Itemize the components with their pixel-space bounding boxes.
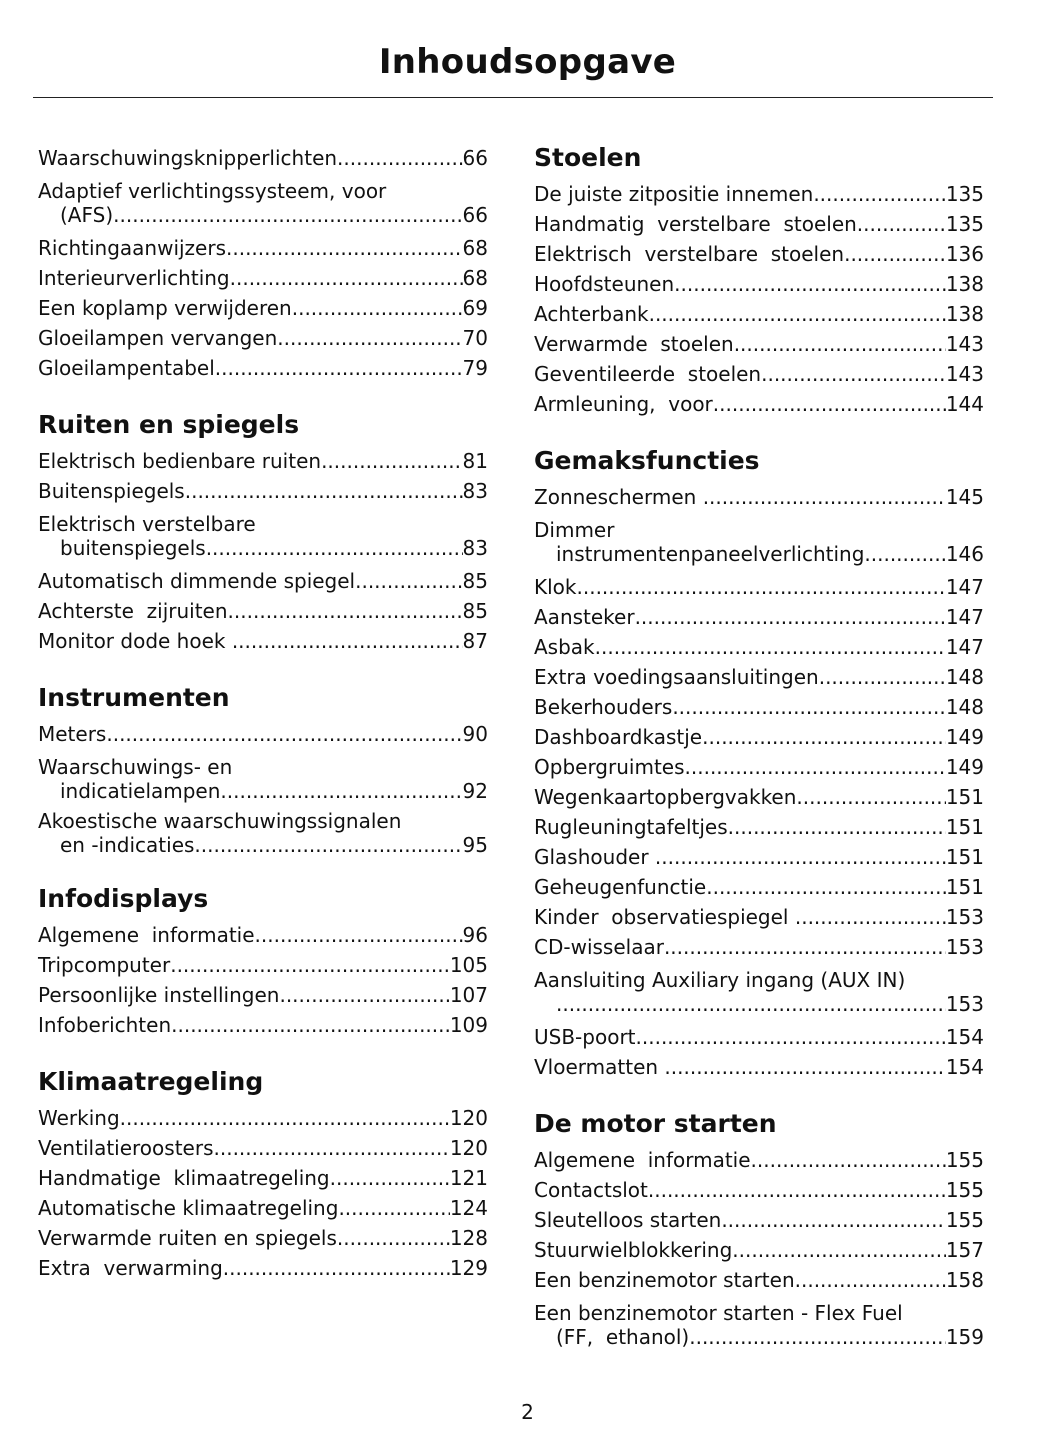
toc-entry-label: Buitenspiegels <box>38 479 185 503</box>
dot-leader <box>292 293 463 323</box>
toc-entry-page: 153 <box>945 935 984 959</box>
toc-entry-page: 70 <box>462 326 488 350</box>
dot-leader <box>577 572 946 602</box>
toc-entry-page: 149 <box>945 755 984 779</box>
toc-entry[interactable] <box>38 476 488 506</box>
toc-entry-page: 66 <box>462 203 488 227</box>
toc-entry[interactable] <box>534 239 984 269</box>
toc-entry-label: Monitor dode hoek <box>38 629 232 653</box>
dot-leader <box>194 833 462 857</box>
toc-entry[interactable] <box>534 632 984 662</box>
dot-leader <box>185 476 463 506</box>
toc-entry[interactable] <box>534 602 984 632</box>
dot-leader <box>721 1205 946 1235</box>
toc-entry-label: Ventilatieroosters <box>38 1136 214 1160</box>
toc-entry-page: 135 <box>945 212 984 236</box>
toc-entry-label: Dimmer <box>534 518 615 542</box>
toc-entry[interactable] <box>534 902 984 932</box>
dot-leader <box>636 1022 946 1052</box>
toc-entry-label: Asbak <box>534 635 595 659</box>
dot-leader <box>728 812 946 842</box>
dot-leader <box>703 482 946 512</box>
toc-entry-label: Een koplamp verwijderen <box>38 296 292 320</box>
toc-entry-page: 87 <box>462 629 488 653</box>
section-heading: Infodisplays <box>38 884 209 913</box>
toc-entry-page: 120 <box>449 1136 488 1160</box>
toc-entry-page: 143 <box>945 332 984 356</box>
toc-entry-label: Rugleuningtafeltjes <box>534 815 728 839</box>
toc-entry-page: 92 <box>462 779 488 803</box>
section-heading: Ruiten en spiegels <box>38 410 300 439</box>
toc-entry-label-continued: en -indicaties <box>60 833 195 857</box>
dot-leader <box>702 722 946 752</box>
toc-entry-page: 151 <box>945 815 984 839</box>
toc-entry[interactable] <box>38 566 488 596</box>
toc-entry[interactable] <box>534 359 984 389</box>
toc-entry[interactable] <box>38 1223 488 1253</box>
toc-entry-page: 68 <box>462 266 488 290</box>
dot-leader <box>355 566 462 596</box>
toc-entry-label: Interieurverlichting <box>38 266 230 290</box>
toc-entry[interactable] <box>38 512 488 560</box>
toc-entry-label: Automatisch dimmende spiegel <box>38 569 356 593</box>
toc-entry-page: 147 <box>945 605 984 629</box>
toc-entry-page: 138 <box>945 272 984 296</box>
dot-leader <box>206 536 463 560</box>
toc-right-column <box>534 143 984 1355</box>
toc-entry-page: 146 <box>945 542 984 566</box>
toc-entry-page: 68 <box>462 236 488 260</box>
toc-entry-label: CD-wisselaar <box>534 935 664 959</box>
dot-leader <box>713 389 946 419</box>
toc-entry-label: Klok <box>534 575 577 599</box>
dot-leader <box>844 239 946 269</box>
toc-entry-label: Zonneschermen <box>534 485 703 509</box>
toc-entry-label: De juiste zitpositie innemen <box>534 182 814 206</box>
toc-entry[interactable] <box>38 980 488 1010</box>
toc-entry-label-continued: buitenspiegels <box>60 536 206 560</box>
toc-entry-page: 135 <box>945 182 984 206</box>
toc-entry-page: 148 <box>945 665 984 689</box>
toc-entry[interactable] <box>534 968 984 1016</box>
dot-leader <box>732 1235 946 1265</box>
toc-entry[interactable] <box>534 842 984 872</box>
toc-entry-label: Algemene informatie <box>534 1148 751 1172</box>
toc-section-intro <box>38 143 488 383</box>
dot-leader <box>277 323 462 353</box>
toc-entry[interactable] <box>534 269 984 299</box>
dot-leader <box>279 980 449 1010</box>
title-divider <box>33 97 993 98</box>
dot-leader <box>649 299 946 329</box>
toc-entry-page: 151 <box>945 785 984 809</box>
dot-leader <box>214 1133 450 1163</box>
toc-entry[interactable] <box>38 755 488 803</box>
toc-entry-page: 79 <box>462 356 488 380</box>
toc-entry-label: Een benzinemotor starten <box>534 1268 795 1292</box>
toc-entry-label-continued: instrumentenpaneelverlichting <box>556 542 865 566</box>
section-heading: Klimaatregeling <box>38 1067 264 1096</box>
toc-entry[interactable] <box>38 1103 488 1133</box>
toc-left-column <box>38 143 488 1283</box>
toc-entry[interactable] <box>534 299 984 329</box>
toc-entry[interactable] <box>38 233 488 263</box>
toc-entry-page: 144 <box>945 392 984 416</box>
toc-entry-label: Tripcomputer <box>38 953 171 977</box>
toc-entry-label: Waarschuwingsknipperlichten <box>38 146 338 170</box>
toc-entry-page: 90 <box>462 722 488 746</box>
toc-entry-page: 81 <box>462 449 488 473</box>
toc-entry-page: 158 <box>945 1268 984 1292</box>
toc-entry-label: Kinder observatiespiegel <box>534 905 795 929</box>
toc-entry[interactable] <box>38 1253 488 1283</box>
toc-entry-page: 151 <box>945 845 984 869</box>
toc-entry-label: Extra verwarming <box>38 1256 223 1280</box>
toc-entry-label: Geheugenfunctie <box>534 875 707 899</box>
toc-entry-page: 147 <box>945 575 984 599</box>
dot-leader <box>664 932 946 962</box>
dot-leader <box>795 1265 946 1295</box>
toc-entry-page: 138 <box>945 302 984 326</box>
dot-leader <box>864 542 945 566</box>
dot-leader <box>226 233 463 263</box>
toc-entry-page: 66 <box>462 146 488 170</box>
toc-entry-page: 154 <box>945 1055 984 1079</box>
toc-entry-label: Infoberichten <box>38 1013 172 1037</box>
toc-entry-page: 153 <box>945 992 984 1016</box>
toc-entry-page: 154 <box>945 1025 984 1049</box>
toc-entry[interactable] <box>534 329 984 359</box>
toc-entry-page: 128 <box>449 1226 488 1250</box>
toc-entry[interactable] <box>534 932 984 962</box>
toc-entry-page: 121 <box>449 1166 488 1190</box>
toc-entry-label: Aansteker <box>534 605 635 629</box>
toc-entry-label: Gloeilampentabel <box>38 356 215 380</box>
page-title: Inhoudsopgave <box>378 42 677 82</box>
toc-entry[interactable] <box>534 389 984 419</box>
toc-entry[interactable] <box>534 482 984 512</box>
toc-entry-label: Aansluiting Auxiliary ingang (AUX IN) <box>534 968 906 992</box>
toc-entry[interactable] <box>38 596 488 626</box>
toc-entry[interactable] <box>534 812 984 842</box>
dot-leader <box>857 209 946 239</box>
dot-leader <box>338 1193 449 1223</box>
section-heading: De motor starten <box>534 1109 777 1138</box>
toc-entry[interactable] <box>534 209 984 239</box>
toc-entry[interactable] <box>534 782 984 812</box>
toc-entry[interactable] <box>38 293 488 323</box>
toc-entry-label: Dashboardkastje <box>534 725 703 749</box>
toc-entry[interactable] <box>534 872 984 902</box>
toc-entry[interactable] <box>534 179 984 209</box>
toc-entry[interactable] <box>534 1022 984 1052</box>
toc-entry[interactable] <box>38 179 488 227</box>
toc-entry[interactable] <box>534 1205 984 1235</box>
toc-entry-label-continued: indicatielampen <box>60 779 221 803</box>
toc-entry-page: 155 <box>945 1208 984 1232</box>
toc-entry[interactable] <box>534 1145 984 1175</box>
toc-entry-page: 149 <box>945 725 984 749</box>
toc-entry-page: 147 <box>945 635 984 659</box>
toc-entry[interactable] <box>534 752 984 782</box>
toc-entry-label: Bekerhouders <box>534 695 673 719</box>
toc-section-klimaatregeling <box>38 1067 488 1283</box>
dot-leader <box>796 782 945 812</box>
toc-entry-page: 85 <box>462 569 488 593</box>
toc-entry-page: 136 <box>945 242 984 266</box>
dot-leader <box>223 1253 450 1283</box>
toc-entry-page: 109 <box>449 1013 488 1037</box>
toc-entry[interactable] <box>534 1235 984 1265</box>
dot-leader <box>556 992 946 1016</box>
toc-entry[interactable] <box>534 662 984 692</box>
toc-entry[interactable] <box>38 719 488 749</box>
toc-entry[interactable] <box>534 692 984 722</box>
toc-section-instrumenten <box>38 683 488 857</box>
toc-entry[interactable] <box>38 1010 488 1040</box>
section-heading: Instrumenten <box>38 683 230 712</box>
dot-leader <box>337 1223 450 1253</box>
toc-entry-page: 120 <box>449 1106 488 1130</box>
toc-entry-label: Vloermatten <box>534 1055 665 1079</box>
dot-leader <box>232 626 463 656</box>
toc-entry-page: 105 <box>449 953 488 977</box>
section-heading: Stoelen <box>534 143 642 172</box>
toc-entry-label: Stuurwielblokkering <box>534 1238 733 1262</box>
dot-leader <box>655 842 946 872</box>
dot-leader <box>230 263 463 293</box>
dot-leader <box>672 692 946 722</box>
toc-entry-page: 145 <box>945 485 984 509</box>
toc-entry-page: 85 <box>462 599 488 623</box>
toc-entry[interactable] <box>38 323 488 353</box>
dot-leader <box>113 203 462 227</box>
toc-entry[interactable] <box>38 1163 488 1193</box>
dot-leader <box>819 662 946 692</box>
toc-entry-label: Gloeilampen vervangen <box>38 326 278 350</box>
dot-leader <box>337 143 463 173</box>
toc-entry[interactable] <box>534 722 984 752</box>
toc-section-ruiten-en-spiegels <box>38 410 488 656</box>
toc-entry-label: Persoonlijke instellingen <box>38 983 280 1007</box>
toc-section-stoelen <box>534 143 984 419</box>
toc-entry-page: 96 <box>462 923 488 947</box>
toc-entry-page: 129 <box>449 1256 488 1280</box>
toc-entry-page: 155 <box>945 1148 984 1172</box>
toc-entry[interactable] <box>534 572 984 602</box>
toc-entry-label: Glashouder <box>534 845 655 869</box>
dot-leader <box>751 1145 946 1175</box>
toc-entry-label: Wegenkaartopbergvakken <box>534 785 797 809</box>
toc-entry-label: Adaptief verlichtingssysteem, voor <box>38 179 387 203</box>
toc-entry[interactable] <box>534 1175 984 1205</box>
toc-entry[interactable] <box>38 143 488 173</box>
toc-entry[interactable] <box>534 518 984 566</box>
dot-leader <box>321 446 462 476</box>
section-heading: Gemaksfuncties <box>534 446 760 475</box>
toc-section-de-motor-starten <box>534 1109 984 1349</box>
toc-entry-page: 83 <box>462 536 488 560</box>
dot-leader <box>635 602 946 632</box>
dot-leader <box>106 719 462 749</box>
dot-leader <box>220 779 462 803</box>
toc-entry-label: Werking <box>38 1106 120 1130</box>
toc-entry-page: 143 <box>945 362 984 386</box>
page-number: 2 <box>521 1400 534 1424</box>
toc-entry-label: Meters <box>38 722 107 746</box>
toc-entry[interactable] <box>38 809 488 857</box>
toc-entry-label: Verwarmde stoelen <box>534 332 734 356</box>
dot-leader <box>761 359 946 389</box>
toc-entry-label: Elektrisch bedienbare ruiten <box>38 449 322 473</box>
dot-leader <box>664 1052 945 1082</box>
toc-entry[interactable] <box>38 1193 488 1223</box>
toc-entry-label-continued: (AFS) <box>60 203 114 227</box>
toc-entry[interactable] <box>38 263 488 293</box>
toc-entry[interactable] <box>534 1301 984 1349</box>
toc-entry-label: Handmatig verstelbare stoelen <box>534 212 857 236</box>
dot-leader <box>813 179 945 209</box>
toc-entry[interactable] <box>38 626 488 656</box>
toc-entry[interactable] <box>38 446 488 476</box>
toc-entry-label: Contactslot <box>534 1178 648 1202</box>
dot-leader <box>734 329 946 359</box>
toc-entry-label: Verwarmde ruiten en spiegels <box>38 1226 337 1250</box>
toc-entry[interactable] <box>534 1052 984 1082</box>
toc-entry-label-continued: (FF, ethanol) <box>556 1325 690 1349</box>
toc-entry-label: Geventileerde stoelen <box>534 362 762 386</box>
toc-entry-label: Een benzinemotor starten - Flex Fuel <box>534 1301 903 1325</box>
toc-entry-label: Opbergruimtes <box>534 755 685 779</box>
toc-section-infodisplays <box>38 884 488 1040</box>
dot-leader <box>648 1175 946 1205</box>
dot-leader <box>120 1103 450 1133</box>
toc-entry-label: Akoestische waarschuwingssignalen <box>38 809 402 833</box>
toc-entry-page: 153 <box>945 905 984 929</box>
toc-entry-label: Algemene informatie <box>38 923 255 947</box>
dot-leader <box>674 269 946 299</box>
toc-entry[interactable] <box>38 950 488 980</box>
toc-entry-label: Elektrisch verstelbare <box>38 512 256 536</box>
dot-leader <box>170 950 450 980</box>
dot-leader <box>228 596 463 626</box>
toc-entry[interactable] <box>38 920 488 950</box>
toc-entry-label: Waarschuwings- en <box>38 755 233 779</box>
toc-entry-label: Hoofdsteunen <box>534 272 675 296</box>
toc-entry-label: Achterbank <box>534 302 649 326</box>
toc-entry[interactable] <box>534 1265 984 1295</box>
dot-leader <box>255 920 463 950</box>
toc-entry[interactable] <box>38 1133 488 1163</box>
toc-entry-label: Achterste zijruiten <box>38 599 228 623</box>
toc-entry-label: Extra voedingsaansluitingen <box>534 665 819 689</box>
toc-entry-page: 83 <box>462 479 488 503</box>
dot-leader <box>685 752 946 782</box>
dot-leader <box>706 872 946 902</box>
dot-leader <box>215 353 463 383</box>
toc-entry-page: 151 <box>945 875 984 899</box>
dot-leader <box>689 1325 946 1349</box>
toc-entry-label: Elektrisch verstelbare stoelen <box>534 242 845 266</box>
toc-entry-page: 159 <box>945 1325 984 1349</box>
toc-entry-label: USB-poort <box>534 1025 636 1049</box>
toc-entry-page: 148 <box>945 695 984 719</box>
toc-entry-label: Armleuning, voor <box>534 392 713 416</box>
toc-entry[interactable] <box>38 353 488 383</box>
toc-entry-label: Sleutelloos starten <box>534 1208 722 1232</box>
toc-entry-page: 95 <box>462 833 488 857</box>
toc-entry-page: 155 <box>945 1178 984 1202</box>
dot-leader <box>795 902 946 932</box>
toc-section-gemaksfuncties <box>534 446 984 1082</box>
toc-entry-page: 107 <box>449 983 488 1007</box>
toc-entry-label: Handmatige klimaatregeling <box>38 1166 330 1190</box>
toc-entry-page: 69 <box>462 296 488 320</box>
dot-leader <box>595 632 946 662</box>
toc-entry-page: 157 <box>945 1238 984 1262</box>
dot-leader <box>330 1163 450 1193</box>
dot-leader <box>171 1010 450 1040</box>
toc-entry-page: 124 <box>449 1196 488 1220</box>
toc-entry-label: Richtingaanwijzers <box>38 236 226 260</box>
toc-entry-label: Automatische klimaatregeling <box>38 1196 339 1220</box>
